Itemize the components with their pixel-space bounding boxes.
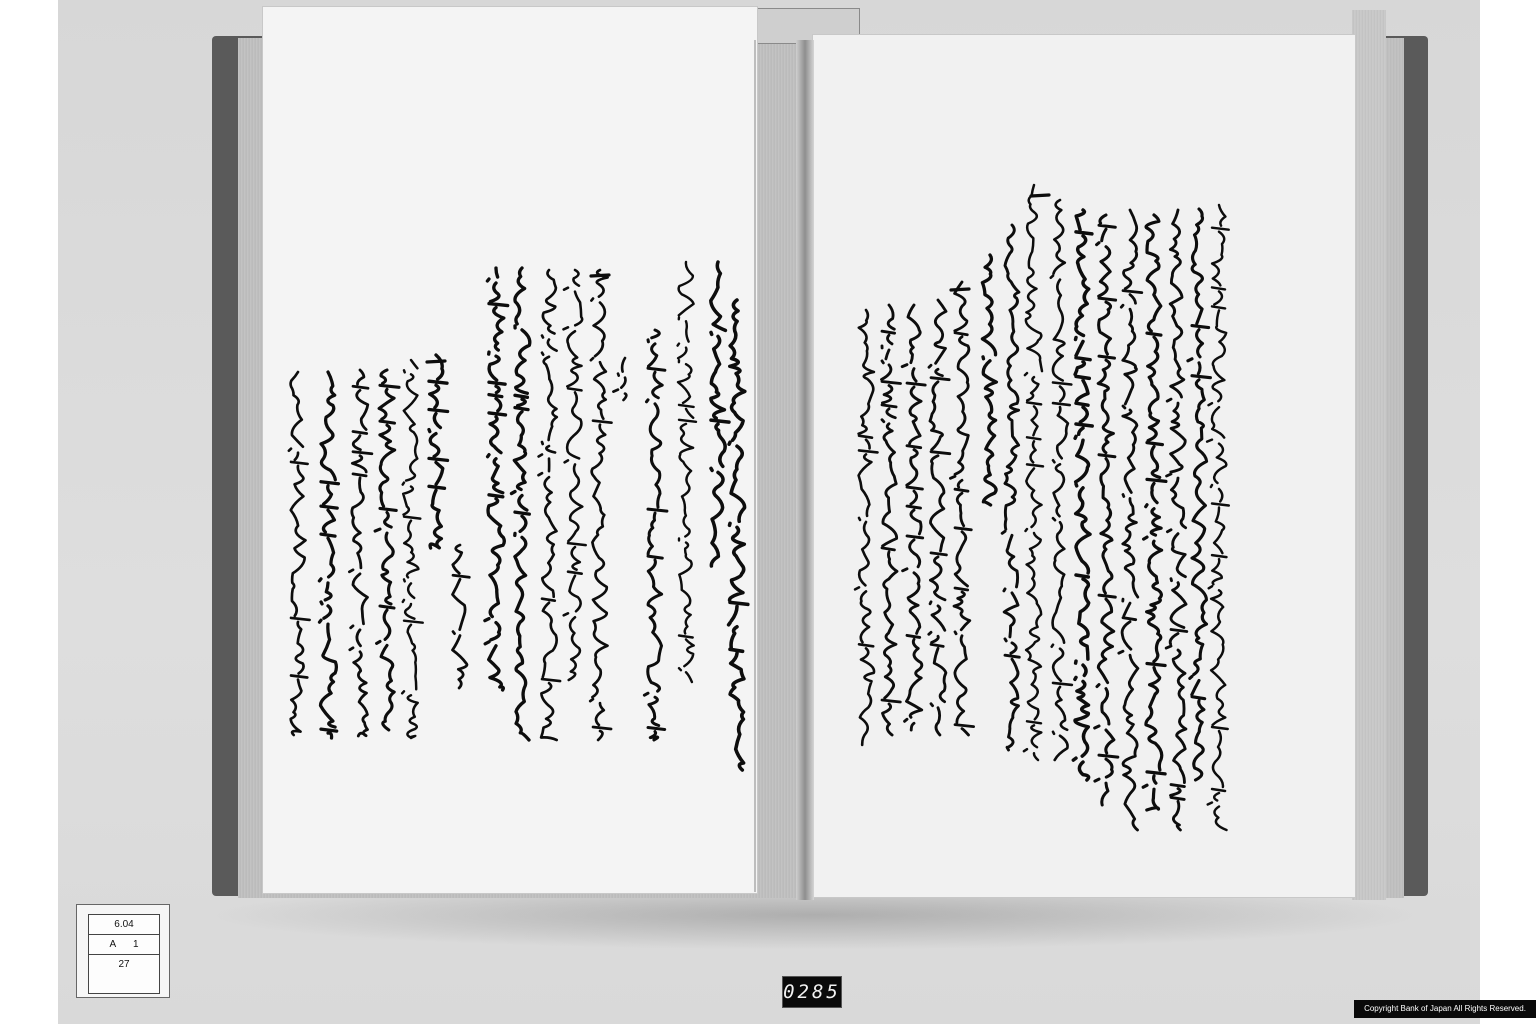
script-column [711,262,729,566]
script-column [855,310,877,745]
item-marker [427,361,445,362]
item-marker [591,275,609,276]
script-column [1207,205,1229,830]
script-column [882,305,901,735]
script-column [1188,209,1211,780]
script-column [349,370,372,736]
script-column [429,355,448,548]
script-column [512,268,530,740]
script-column [929,300,950,735]
script-column [1024,185,1043,760]
script-column [453,545,470,688]
script-column [375,370,399,730]
script-column [950,282,973,735]
archive-code-row-1: 6.04 [89,915,159,935]
left-page-script [289,195,1049,770]
item-marker [1031,195,1049,196]
script-column [1143,215,1166,810]
archive-label-grid [88,914,160,994]
copyright-notice: Copyright Bank of Japan All Rights Reserved. [1354,1000,1536,1018]
script-column [564,270,586,680]
script-column [1002,225,1019,750]
script-column [539,270,561,740]
script-column [1119,210,1142,830]
archive-code-letter: A [109,939,117,950]
script-column [613,358,626,400]
script-column [1051,200,1072,760]
script-column [1095,215,1118,805]
script-column [729,300,748,770]
script-column [289,372,310,735]
script-column [982,255,996,505]
script-column [902,305,925,730]
archive-code-row-2 [89,935,159,955]
script-column [644,330,667,740]
item-marker [951,289,969,290]
script-column [319,372,338,738]
script-column [402,360,423,738]
script-column [485,268,508,690]
frame-counter: 0285 [782,976,842,1008]
script-column [1073,210,1092,780]
script-column [590,270,611,740]
right-page-script [855,185,1229,830]
archive-label-card [76,904,170,998]
script-column [1166,210,1187,830]
archive-code-number: 1 [132,939,139,950]
archive-code-row-3: 27 [118,959,130,970]
script-column [678,262,696,682]
